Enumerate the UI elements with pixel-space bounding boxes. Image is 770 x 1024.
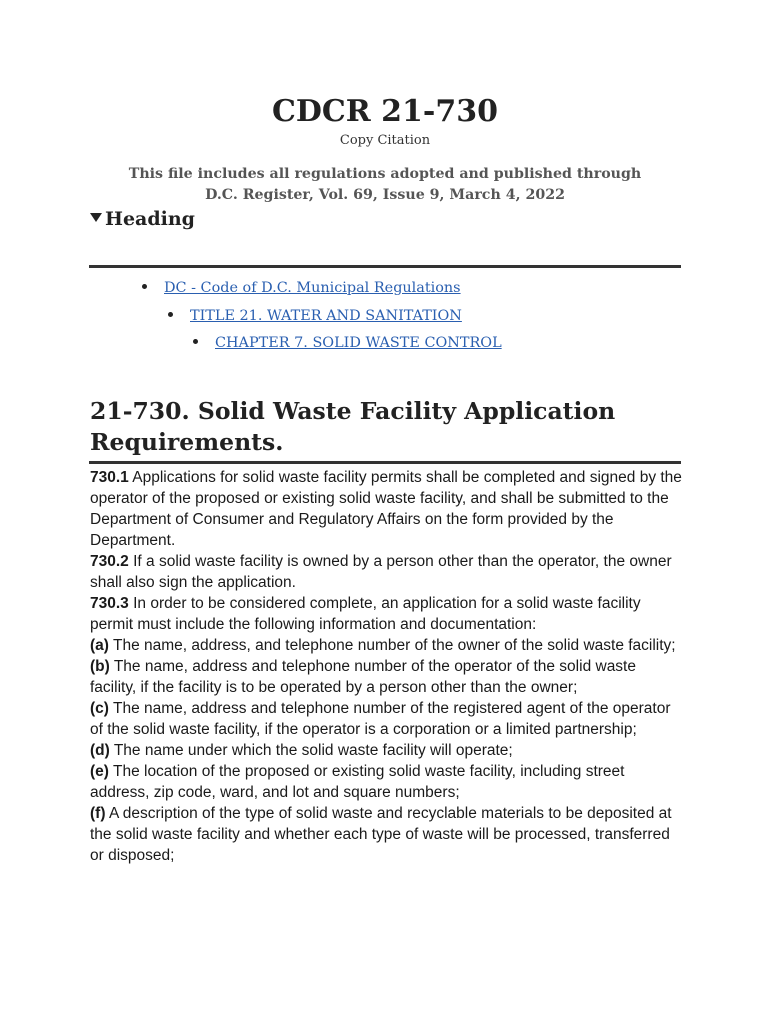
paragraph-item-f [90,803,686,866]
paragraph-text: The location of the proposed or existing solid waste facility, including street address, zip code, ward, and lot and square numbers; [90,763,625,801]
section-title: 21-730. Solid Waste Facility Application Requirements. [90,397,616,456]
bullet-icon [168,312,173,317]
copy-citation-button[interactable]: Copy Citation [339,133,431,148]
breadcrumb-item-title [168,306,462,326]
section-divider [89,461,681,464]
paragraph-item-a [90,635,686,656]
paragraph-marker: (c) [90,700,109,717]
paragraph-text: In order to be considered complete, an application for a solid waste facility permit must include the following information and documentation: [90,595,641,633]
paragraph-text: The name, address and telephone number of the registered agent of the operator of the solid waste facility, if the operator is a corporation or a limited partnership; [90,700,671,738]
paragraph-text: The name, address, and telephone number of the owner of the solid waste facility; [108,637,676,654]
section-body [90,467,686,866]
paragraph-marker: (a) [90,637,109,654]
heading-toggle[interactable] [90,206,195,232]
paragraph-730-2 [90,551,686,593]
paragraph-item-d [90,740,686,761]
paragraph-marker: 730.1 [90,469,129,486]
paragraph-text: A description of the type of solid waste and recyclable materials to be deposited at the solid waste facility and whether each type of waste will be processed, transferred or disposed; [90,805,672,864]
breadcrumb-item-chapter [193,333,502,353]
document-title: CDCR 21-730 [272,94,498,129]
paragraph-marker: (b) [90,658,110,675]
divider [89,265,681,268]
paragraph-text: The name, address and telephone number of the operator of the solid waste facility, if the facility is to be operated by a person other than the owner; [90,658,636,696]
paragraph-marker: (d) [90,742,110,759]
disclosure-triangle-icon [90,213,102,222]
paragraph-marker: 730.2 [90,553,129,570]
paragraph-text: If a solid waste facility is owned by a person other than the operator, the owner shall also sign the application. [90,553,672,591]
breadcrumb-link-chapter[interactable]: CHAPTER 7. SOLID WASTE CONTROL [215,335,502,351]
paragraph-item-e [90,761,686,803]
paragraph-marker: 730.3 [90,595,129,612]
breadcrumb-link-code[interactable]: DC - Code of D.C. Municipal Regulations [164,280,461,296]
paragraph-item-c [90,698,686,740]
paragraph-marker: (e) [90,763,109,780]
paragraph-730-1 [90,467,686,551]
bullet-icon [193,339,198,344]
breadcrumb-link-title[interactable]: TITLE 21. WATER AND SANITATION [190,308,462,324]
register-note: This file includes all regulations adopted and published through D.C. Register, Vol. 69, Issue 9, March 4, 2022 [128,166,642,203]
bullet-icon [142,284,147,289]
paragraph-730-3 [90,593,686,635]
paragraph-item-b [90,656,686,698]
heading-toggle-label: Heading [105,208,195,230]
paragraph-marker: (f) [90,805,106,822]
paragraph-text: Applications for solid waste facility permits shall be completed and signed by the operator of the proposed or existing solid waste facility, and shall be submitted to the Department of Consumer and Regulatory Affairs on the form provided by the Department. [90,469,682,549]
paragraph-text: The name under which the solid waste facility will operate; [109,742,513,759]
breadcrumb-item-code [142,278,461,298]
